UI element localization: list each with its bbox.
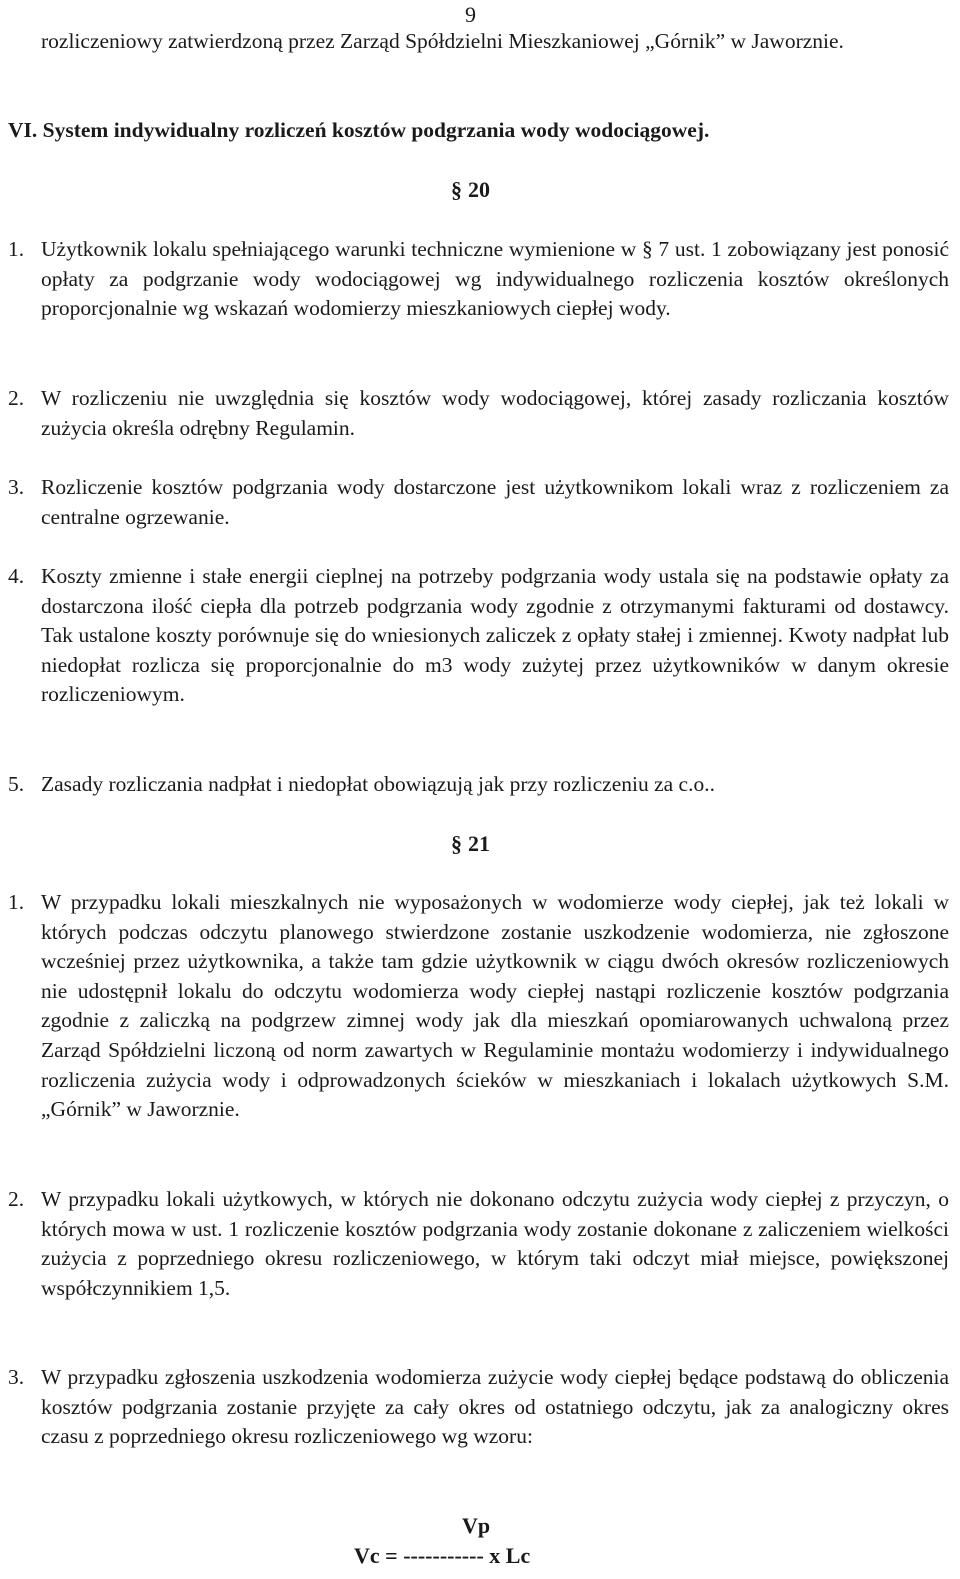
section-symbol: § (451, 831, 462, 856)
paragraph-text: Zasady rozliczania nadpłat i niedopłat obowiązują jak przy rozliczeniu za c.o.. (41, 772, 715, 796)
paragraph-text: W przypadku lokali mieszkalnych nie wyposażonych w wodomierze wody ciepłej, jak też lokali w których podczas odczytu planowego stwierdzone zostanie uszkodzenie wodomierza, nie zgłoszone wcześniej przez użytkownika, a także tam gdzie użytkownik w ciągu dwóch okresów rozliczeniowych nie udostępnił lokalu do odczytu wodomierza wody ciepłej nastąpi rozliczenie kosztów podgrzania zgodnie z zaliczką na podgrzew zimnej wody jak dla mieszkań opomiarowanych uchwaloną przez Zarząd Spółdzielni liczoną od norm zawartych w Regulaminie montażu wodomierzy i indywidualnego rozliczenia zużycia wody i odprowadzonych ścieków w mieszkaniach i lokalach użytkowych S.M. „Górnik” w Jaworznie. (41, 890, 949, 1122)
page-number: 9 (465, 2, 476, 27)
paragraph-text: Rozliczenie kosztów podgrzania wody dostarczone jest użytkownikom lokali wraz z rozliczeniem za centralne ogrzewanie. (41, 475, 949, 529)
s20-paragraph-1 (8, 235, 949, 324)
chapter-heading-text: VI. System indywidualny rozliczeń kosztów podgrzania wody wodociągowej. (8, 118, 710, 142)
paragraph-number: 2. (8, 1187, 25, 1211)
section-20-heading (451, 175, 490, 205)
s20-paragraph-3 (8, 473, 949, 532)
paragraph-number: 1. (8, 890, 25, 914)
section-number: 20 (468, 177, 490, 202)
s20-paragraph-5 (8, 770, 949, 800)
s21-paragraph-3 (8, 1363, 949, 1452)
paragraph-text: W przypadku zgłoszenia uszkodzenia wodomierza zużycie wody ciepłej będące podstawą do obliczenia kosztów podgrzania zostanie przyjęte za cały okres od ostatniego odczytu, jak za analogiczny okres czasu z poprzedniego okresu rozliczeniowego wg wzoru: (41, 1365, 949, 1449)
s20-paragraph-4 (8, 562, 949, 710)
paragraph-number: 2. (8, 386, 25, 410)
paragraph-text: W rozliczeniu nie uwzględnia się kosztów wody wodociągowej, której zasady rozliczania kosztów zużycia określa odrębny Regulamin. (41, 386, 949, 440)
s20-paragraph-2 (8, 384, 949, 443)
paragraph-text: Użytkownik lokalu spełniającego warunki techniczne wymienione w § 7 ust. 1 zobowiązany jest ponosić opłaty za podgrzanie wody wodociągowej wg indywidualnego rozliczenia kosztów określonych proporcjonalnie wg wskazań wodomierzy mieszkaniowych ciepłej wody. (41, 237, 949, 321)
section-number: 21 (468, 831, 490, 856)
section-symbol: § (451, 177, 462, 202)
paragraph-number: 5. (8, 772, 25, 796)
formula-line: Vc = ----------- x Lc (354, 1543, 531, 1568)
paragraph-number: 4. (8, 564, 25, 588)
paragraph-text: Koszty zmienne i stałe energii cieplnej na potrzeby podgrzania wody ustala się na podstawie opłaty za dostarczona ilość ciepła dla potrzeb podgrzania wody zgodnie z otrzymanymi fakturami od dostawcy. Tak ustalone koszty porównuje się do wniesionych zaliczek z opłaty stałej i zmiennej. Kwoty nadpłat lub niedopłat rozlicza się proporcjonalnie do m3 wody zużytej przez użytkowników w danym okresie rozliczeniowym. (41, 564, 949, 707)
section-21-heading (451, 829, 490, 859)
intro-paragraph: rozliczeniowy zatwierdzoną przez Zarząd Spółdzielni Mieszkaniowej „Górnik” w Jaworznie. (41, 29, 844, 53)
paragraph-number: 1. (8, 237, 25, 261)
paragraph-number: 3. (8, 1365, 25, 1389)
formula-numerator: Vp (462, 1513, 491, 1538)
s21-paragraph-2 (8, 1185, 949, 1303)
s21-paragraph-1 (8, 888, 949, 1125)
paragraph-number: 3. (8, 475, 25, 499)
paragraph-text: W przypadku lokali użytkowych, w których nie dokonano odczytu zużycia wody ciepłej z przyczyn, o których mowa w ust. 1 rozliczenie kosztów podgrzania wody zostanie dokonane z zaliczeniem wielkości zużycia z poprzedniego okresu rozliczeniowego, w którym taki odczyt miał miejsce, powiększonej współczynnikiem 1,5. (41, 1187, 949, 1300)
